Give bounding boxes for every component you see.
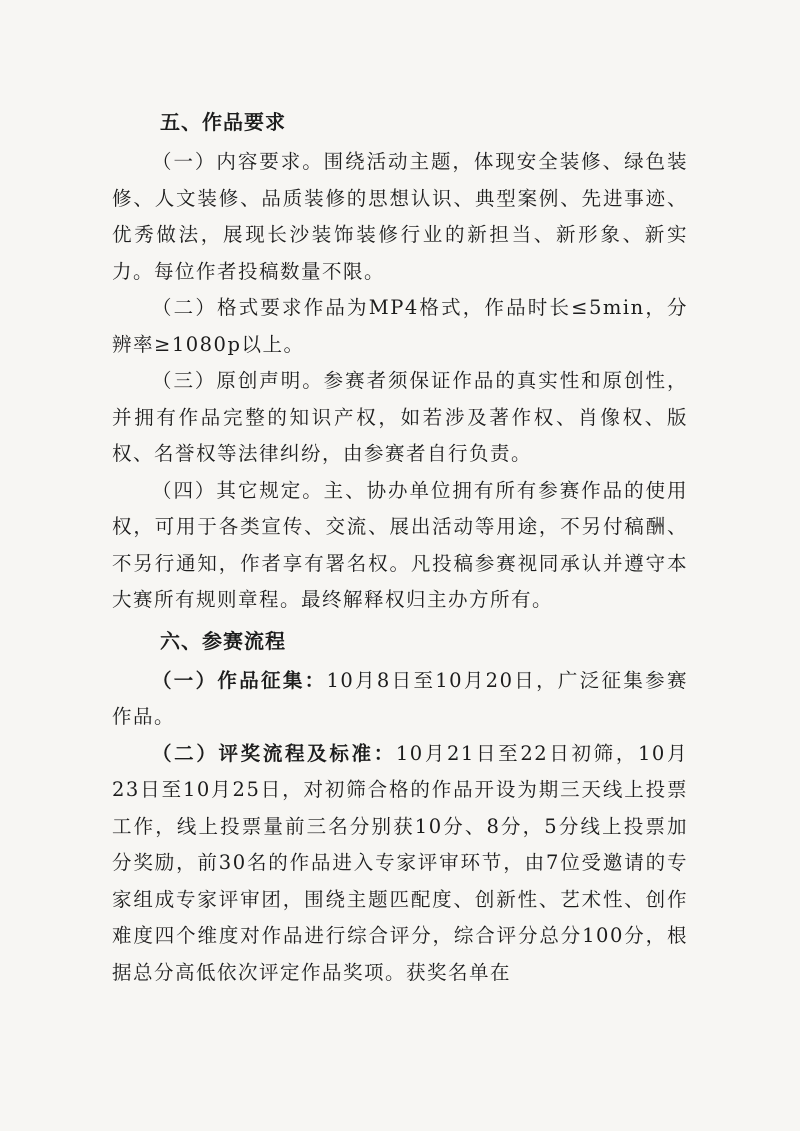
judging-lead: （二）评奖流程及标准： <box>152 741 396 765</box>
collection-lead: （一）作品征集： <box>152 668 327 692</box>
section-6-heading: 六、参赛流程 <box>160 628 286 653</box>
section-5-paragraph-originality: （三）原创声明。参赛者须保证作品的真实性和原创性，并拥有作品完整的知识产权，如若涉及著作权、肖像权、版权、名誉权等法律纠纷，由参赛者自行负责。 <box>112 369 688 465</box>
section-5-heading: 五、作品要求 <box>160 110 286 134</box>
section-5-paragraph-other-rules: （四）其它规定。主、协办单位拥有所有参赛作品的使用权，可用于各类宣传、交流、展出活动等用途，不另付稿酬、不另行通知，作者享有署名权。凡投稿参赛视同承认并遵守本大赛所有规则章程。最终解释权归主办方所有。 <box>112 478 688 611</box>
section-6-paragraph-collection <box>112 663 688 736</box>
section-6-paragraph-judging <box>112 736 688 992</box>
section-5-paragraph-content: （一）内容要求。围绕活动主题，体现安全装修、绿色装修、人文装修、品质装修的思想认识、典型案例、先进事迹、优秀做法，展现长沙装饰装修行业的新担当、新形象、新实力。每位作者投稿数量不限。 <box>112 150 688 283</box>
judging-body: 10月21日至22日初筛，10月23日至10月25日，对初筛合格的作品开设为期三天线上投票工作，线上投票量前三名分别获10分、8分，5分线上投票加分奖励，前30名的作品进入专家评审环节，由7位受邀请的专家组成专家评审团，围绕主题匹配度、创新性、艺术性、创作难度四个维度对作品进行综合评分，综合评分总分100分，根据总分高低依次评定作品奖项。获奖名单在 <box>112 741 688 984</box>
collection-body: 10月8日至10月20日，广泛征集参赛作品。 <box>112 668 688 728</box>
section-5-paragraph-format: （二）格式要求作品为MP4格式，作品时长≤5min，分辨率≥1080p以上。 <box>112 296 688 356</box>
